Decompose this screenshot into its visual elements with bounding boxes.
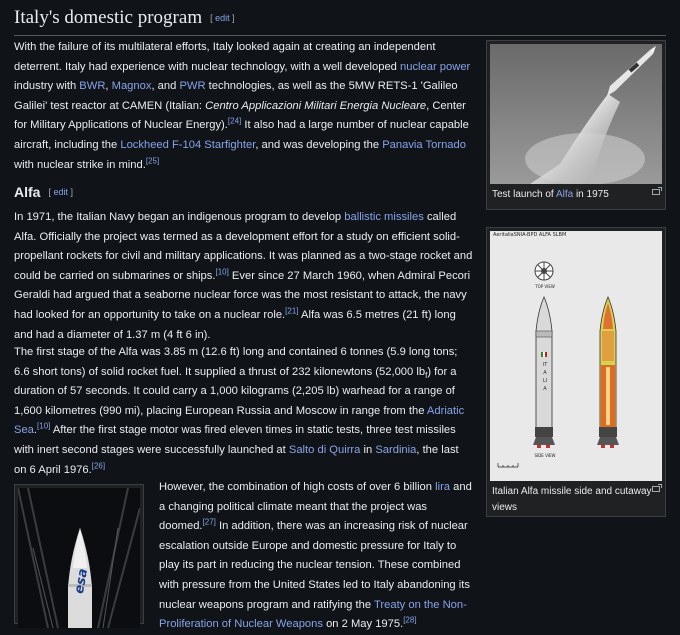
link-salto-di-quirra[interactable]: Salto di Quirra: [288, 443, 361, 456]
text: industry with: [14, 80, 80, 93]
text: ) for a duration of 57 seconds. It could carry a 1,000 kilograms (2,205 lb) warhead for a range of 1,600 kilometres (990 mi), placing European Russia and Moscow in range from the: [14, 365, 457, 417]
missile-stencil: ITALIA: [542, 362, 548, 392]
section-edit-link[interactable]: edit: [215, 13, 230, 23]
ref-21[interactable]: [21]: [285, 306, 299, 316]
paragraph-alfa-end: [159, 478, 472, 635]
text: However, the combination of high costs of over 6 billion: [159, 481, 436, 493]
esa-rocket-image[interactable]: [18, 488, 140, 628]
link-tornado[interactable]: Panavia Tornado: [382, 138, 466, 151]
figure-esa-rocket: [14, 484, 144, 624]
italic-text: Centro Applicazioni Militari Energia Nucleare: [205, 99, 427, 112]
text: , the last on 6 April 1976.: [14, 443, 459, 476]
alfa-cutaway-image[interactable]: [490, 231, 662, 481]
link-bwr[interactable]: BWR: [79, 80, 106, 93]
figure-test-launch: [486, 40, 666, 210]
ref-26[interactable]: [26]: [91, 460, 106, 470]
text: technologies, as well as the 5MW RETS-1 'Galileo Galilei' test reactor at CAMEN (Italian:: [14, 80, 458, 112]
section-title: Italy's domestic program: [14, 7, 203, 28]
enlarge-icon[interactable]: [652, 486, 660, 492]
caption-test-launch: [490, 184, 662, 203]
text: With the failure of its multilateral efforts, Italy looked again at creating an independent deterrent. Italy had experience with nuclear technology, with a well developed: [14, 41, 436, 73]
link-lira[interactable]: lira: [435, 481, 451, 493]
diagram-header: AeritaliaSNIA-BPD ALFA SLBM: [493, 232, 567, 238]
text: The first stage of the Alfa was 3.85 m (12.6 ft) long and contained 6 tonnes (5.9 long tons; 6.6 short tons) of solid rocket fuel. It supplied a thrust of 232 kilonewtons (52,000 lb: [14, 346, 458, 378]
link-pwr[interactable]: PWR: [179, 80, 206, 93]
text: It also had a large number of nuclear capable aircraft, including the: [14, 119, 469, 151]
text: ,: [105, 80, 112, 93]
text: and a changing political climate meant that the project was doomed.: [159, 481, 472, 533]
text: In addition, there was an increasing risk of nuclear escalation outside Europe and domestic pressure for Italy to play its part in reducing the nuclear tension. These combined with pressure from the United States led to Italy abandoning its nuclear weapons program and ratifying the: [159, 520, 470, 611]
text: , and: [151, 80, 180, 93]
link-alfa-caption[interactable]: Alfa: [555, 189, 574, 200]
section-edit: [ edit ]: [210, 13, 235, 23]
subsection-heading: [14, 182, 73, 202]
text: Test launch of: [492, 189, 556, 200]
text: , and was developing the: [255, 138, 383, 151]
link-npt[interactable]: Treaty on the Non-Proliferation of Nuclear Weapons: [159, 598, 467, 631]
ref-25[interactable]: [25]: [145, 155, 160, 165]
text: with nuclear strike in mind.: [14, 158, 146, 171]
text: Alfa was 6.5 metres (21 ft) long and had a diameter of 1.37 m (4 ft 6 in).: [14, 308, 456, 341]
paragraph-alfa-origin: [14, 208, 474, 345]
text: .: [33, 424, 38, 437]
esa-logo: esa: [71, 567, 92, 595]
text: Italian Alfa missile side and cutaway views: [492, 486, 652, 513]
caption-alfa-cutaway: [490, 481, 662, 516]
top-view-label: TOP VIEW: [535, 284, 555, 289]
ref-28[interactable]: [28]: [403, 615, 417, 625]
link-sardinia[interactable]: Sardinia: [375, 443, 417, 456]
ref-24[interactable]: [24]: [227, 116, 242, 126]
ref-10[interactable]: [10]: [215, 267, 229, 277]
link-magnox[interactable]: Magnox: [111, 80, 152, 93]
text: in: [360, 443, 376, 456]
link-ballistic-missiles[interactable]: ballistic missiles: [344, 211, 424, 223]
text: After the first stage motor was fired eleven times in static tests, three test missiles with inert second stages were successfully launched at: [14, 424, 456, 456]
subscript: f: [425, 370, 428, 380]
paragraph-intro: [14, 38, 476, 175]
link-f104[interactable]: Lockheed F-104 Starfighter: [120, 138, 256, 151]
test-launch-image[interactable]: [490, 44, 662, 184]
subsection-title: Alfa: [14, 184, 41, 200]
paragraph-alfa-stage: [14, 343, 474, 480]
side-view-label: SIDE VIEW: [534, 453, 556, 458]
subsection-edit: [ edit ]: [48, 187, 73, 197]
ref-27[interactable]: [27]: [202, 517, 216, 527]
figure-alfa-cutaway: [486, 227, 666, 517]
link-adriatic-sea[interactable]: Adriatic Sea: [14, 404, 465, 437]
text: on 2 May 1975.: [322, 618, 404, 631]
text: in 1975: [573, 189, 609, 200]
link-nuclear-power[interactable]: nuclear power: [400, 60, 471, 73]
section-heading: [14, 4, 666, 36]
enlarge-icon[interactable]: [652, 189, 660, 195]
subsection-edit-link[interactable]: edit: [53, 187, 68, 197]
ref-10b[interactable]: [10]: [37, 421, 51, 431]
text: Ever since 27 March 1960, when Admiral Pecori Geraldi had argued that a seaborne nuclear force was the most resistant to attack, the navy had looked for an opportunity to take on a nuclear role.: [14, 269, 471, 321]
text: called Alfa. Officially the project was termed as a development effort for a study on efficient solid-propellant rockets for civil and military applications. It was planned as a two-stage rocket and could be carried on submarines or ships.: [14, 211, 473, 282]
text: , Center for Military Applications of Nuclear Energy).: [14, 99, 466, 132]
text: In 1971, the Italian Navy began an indigenous program to develop: [14, 211, 345, 223]
